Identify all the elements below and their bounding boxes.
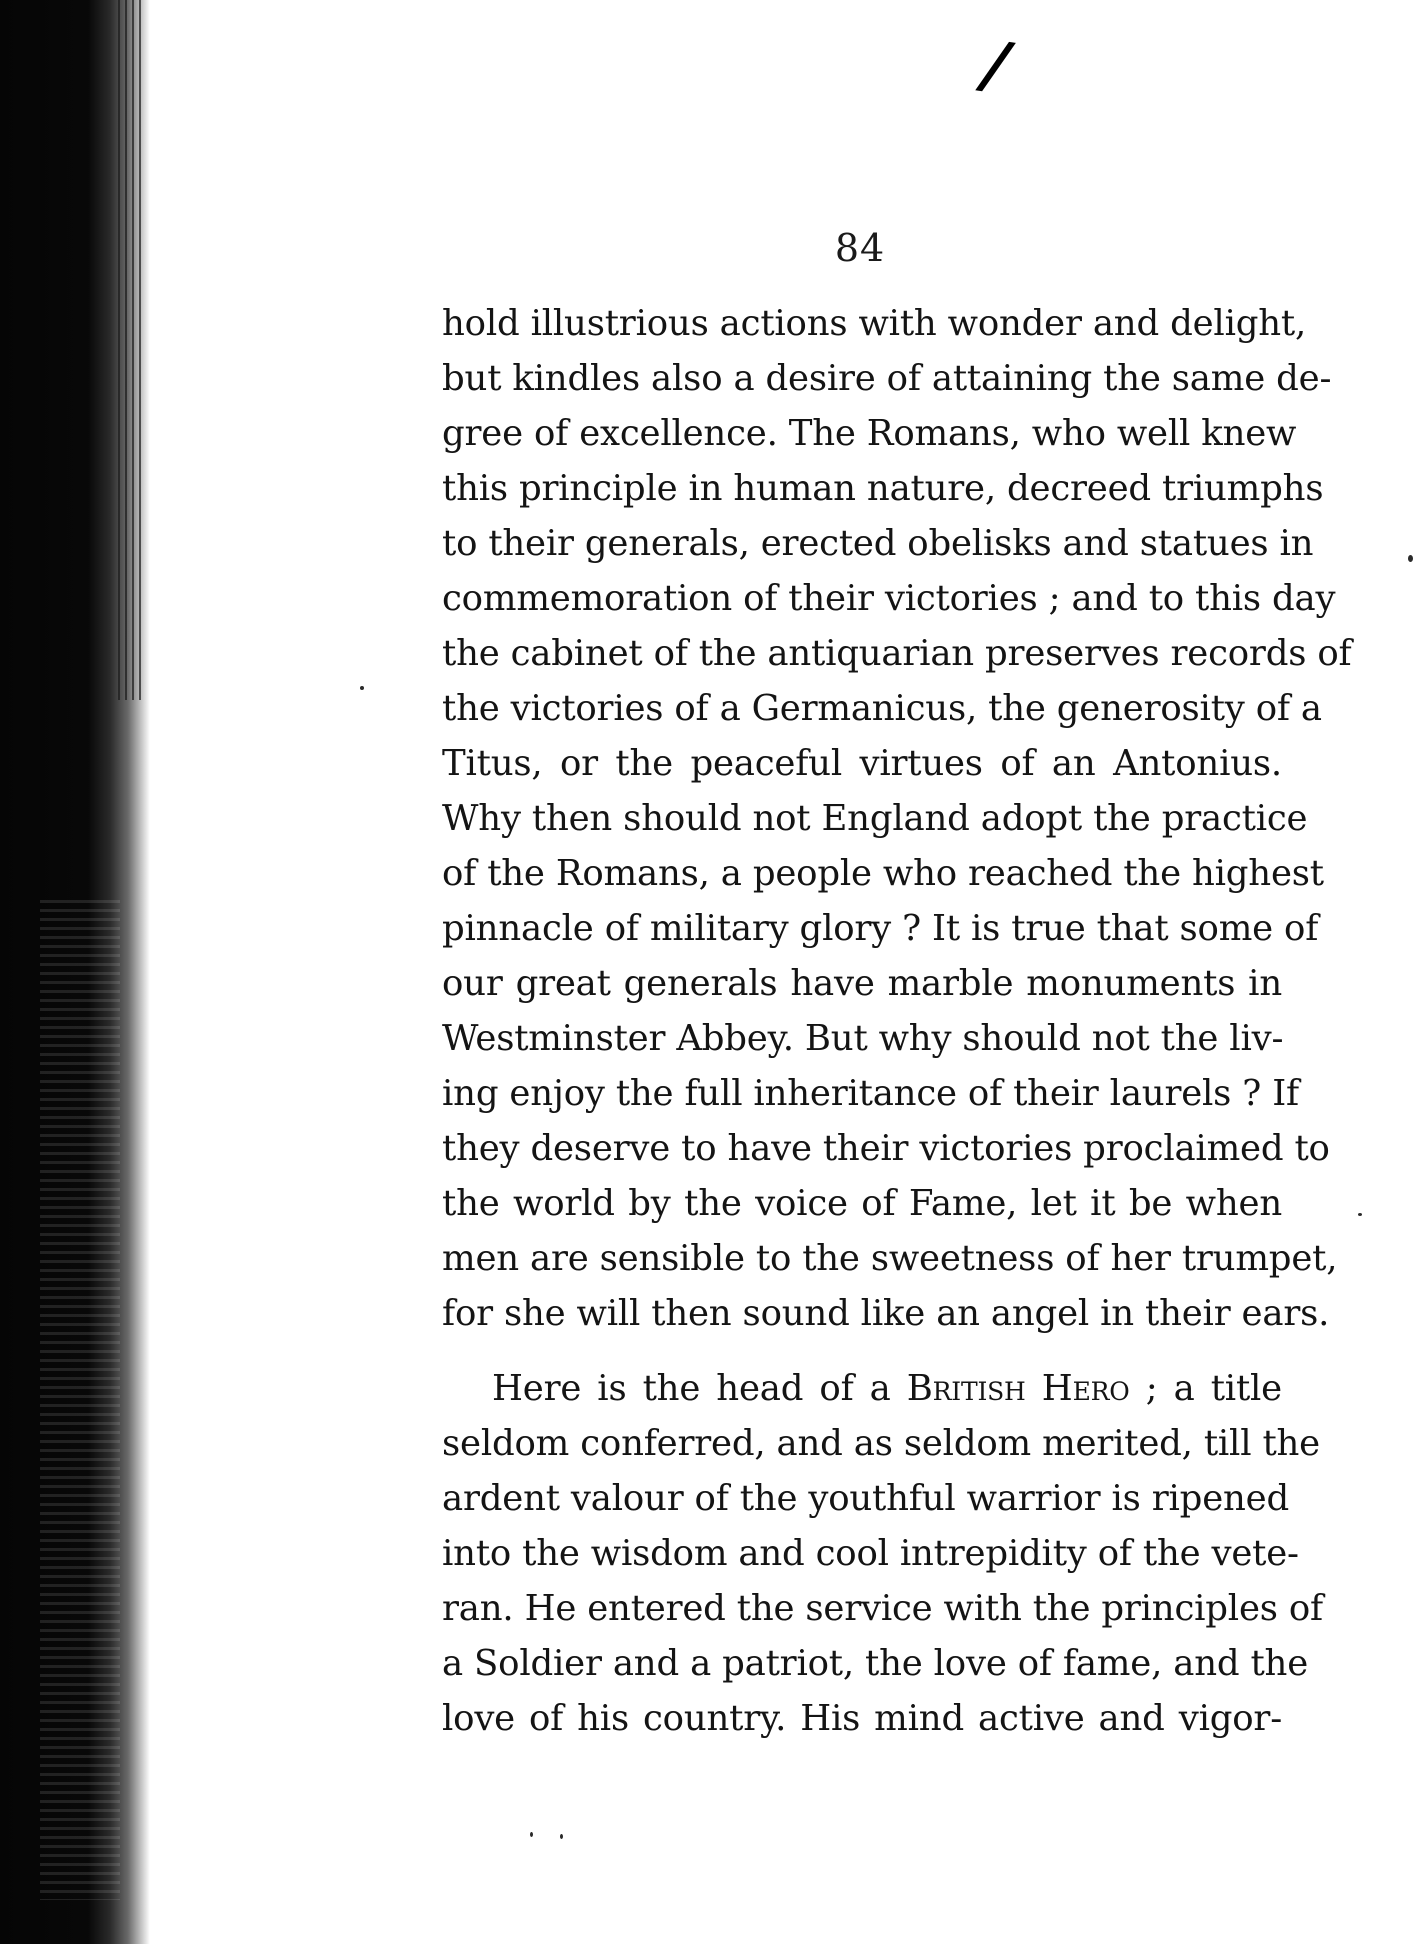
paragraph-2 [442, 1361, 1323, 1746]
text-line: hold illustrious actions with wonder and delight, [442, 303, 1307, 344]
paragraph-gap [442, 1341, 1282, 1361]
text-line: Why then should not England adopt the practice [442, 798, 1308, 839]
binding-speckle [40, 900, 120, 1900]
text-line: commemoration of their victories ; and to this day [442, 578, 1336, 619]
scan-speck [360, 686, 364, 690]
line-start: Here is the head of a [492, 1368, 891, 1409]
text-line: the cabinet of the antiquarian preserves records of [442, 633, 1352, 674]
text-line: ing enjoy the full inheritance of their laurels ? If [442, 1073, 1299, 1114]
scan-speck [1358, 1213, 1362, 1216]
text-line: for she will then sound like an angel in their ears. [442, 1293, 1330, 1334]
binding-edge-lines [118, 0, 142, 700]
scan-speck [1408, 555, 1413, 562]
folio-mark: / [978, 26, 1013, 105]
text-line: pinnacle of military glory ? It is true that some of [442, 908, 1319, 949]
line-end: ; a title [1145, 1368, 1282, 1409]
text-line: Westminster Abbey. But why should not the liv- [442, 1018, 1284, 1059]
text-line: of the Romans, a people who reached the highest [442, 853, 1324, 894]
text-line: they deserve to have their victories proclaimed to [442, 1128, 1330, 1169]
text-line: ardent valour of the youthful warrior is ripened [442, 1478, 1290, 1519]
paragraph-1 [442, 296, 1352, 1341]
text-line: this principle in human nature, decreed triumphs [442, 468, 1324, 509]
text-line: seldom conferred, and as seldom merited, till the [442, 1423, 1320, 1464]
body-text [442, 296, 1352, 1746]
text-line: ran. He entered the service with the principles of [442, 1588, 1323, 1629]
text-line: but kindles also a desire of attaining the same de- [442, 358, 1332, 399]
page-number: 84 [834, 226, 886, 270]
text-line: to their generals, erected obelisks and statues in [442, 523, 1314, 564]
text-line: our great generals have marble monuments in [442, 963, 1282, 1004]
text-line: men are sensible to the sweetness of her trumpet, [442, 1238, 1338, 1279]
text-line: gree of excellence. The Romans, who well knew [442, 413, 1297, 454]
text-line: love of his country. His mind active and vigor- [442, 1698, 1282, 1739]
text-line: a Soldier and a patriot, the love of fame, and the [442, 1643, 1309, 1684]
british-hero-smallcaps: British Hero [906, 1368, 1130, 1409]
text-line: into the wisdom and cool intrepidity of the vete- [442, 1533, 1299, 1574]
text-line: Titus, or the peaceful virtues of an Antonius. [442, 743, 1282, 784]
text-line [442, 1361, 1282, 1416]
scan-speck [560, 1834, 563, 1839]
text-line: the world by the voice of Fame, let it be when [442, 1183, 1282, 1224]
text-line: the victories of a Germanicus, the generosity of a [442, 688, 1322, 729]
scan-speck [530, 1832, 533, 1837]
